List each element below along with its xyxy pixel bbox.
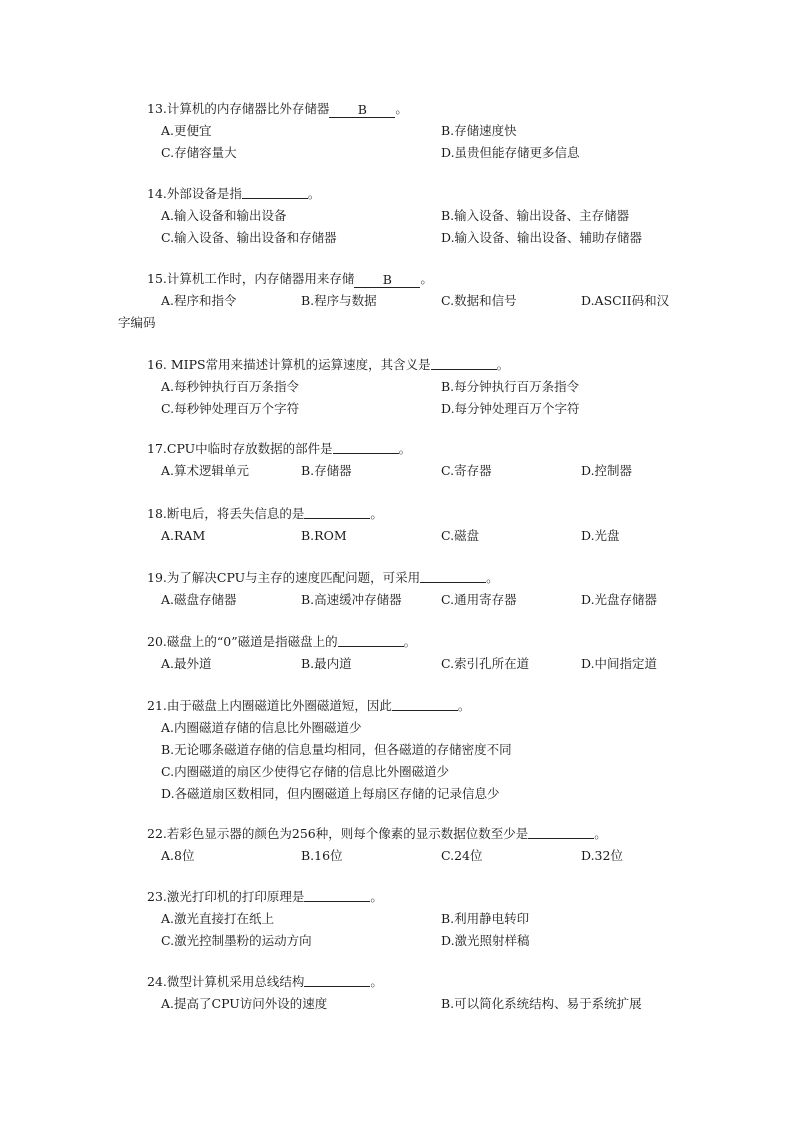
stem-end: 。 xyxy=(370,974,383,989)
option-a: A.输入设备和输出设备 xyxy=(161,208,287,223)
option-c: C.通用寄存器 xyxy=(441,592,517,607)
stem-text: 18.断电后，将丢失信息的是 xyxy=(147,506,305,521)
question-24 xyxy=(147,971,687,1015)
question-stem xyxy=(147,503,687,525)
stem-end: 。 xyxy=(403,634,417,649)
stem-text: 16. MIPS常用来描述计算机的运算速度，其含义是 xyxy=(147,357,431,372)
answer-blank xyxy=(304,972,370,987)
option-d-continuation: 字编码 xyxy=(118,315,156,330)
answer-blank xyxy=(528,824,594,839)
option-c: C.内圈磁道的扇区少使得它存储的信息比外圈磁道少 xyxy=(161,764,450,779)
option-d: D.中间指定道 xyxy=(581,656,658,671)
question-stem xyxy=(147,268,687,290)
question-13 xyxy=(147,98,687,164)
answer-blank xyxy=(242,184,308,199)
stem-text: 20.磁盘上的“0”磁道是指磁盘上的 xyxy=(147,634,338,649)
stem-text: 23.激光打印机的打印原理是 xyxy=(147,889,305,904)
option-a: A.程序和指令 xyxy=(161,293,237,308)
stem-end: 。 xyxy=(398,441,412,456)
option-b: B.输入设备、输出设备、主存储器 xyxy=(441,208,630,223)
option-d: D.激光照射样稿 xyxy=(441,933,530,948)
option-c: C.数据和信号 xyxy=(441,293,517,308)
answer-blank xyxy=(392,696,458,711)
option-c: C.激光控制墨粉的运动方向 xyxy=(161,933,312,948)
option-b: B.最内道 xyxy=(301,656,352,671)
answer-blank: B xyxy=(354,273,420,288)
question-stem xyxy=(147,567,687,589)
option-c: C.存储容量大 xyxy=(161,145,237,160)
stem-text: 21.由于磁盘上内圈磁道比外圈磁道短，因此 xyxy=(147,698,392,713)
option-b: B.ROM xyxy=(301,528,347,543)
question-19 xyxy=(147,567,687,611)
stem-end: 。 xyxy=(457,698,471,713)
question-stem xyxy=(147,354,687,376)
option-d: D.控制器 xyxy=(581,463,633,478)
question-stem xyxy=(147,695,687,717)
stem-end: 。 xyxy=(420,271,433,286)
option-b: B.利用静电转印 xyxy=(441,911,530,926)
stem-text: 22.若彩色显示器的颜色为256种，则每个像素的显示数据位数至少是 xyxy=(147,826,529,841)
question-16 xyxy=(147,354,687,420)
question-stem xyxy=(147,631,687,653)
stem-end: 。 xyxy=(395,101,408,116)
option-b: B.存储器 xyxy=(301,463,352,478)
question-stem xyxy=(147,886,687,908)
question-stem xyxy=(147,438,687,460)
answer-blank xyxy=(338,632,404,647)
option-b: B.每分钟执行百万条指令 xyxy=(441,379,580,394)
question-14 xyxy=(147,183,687,249)
answer-blank xyxy=(304,504,370,519)
option-c: C.寄存器 xyxy=(441,463,492,478)
answer-blank xyxy=(304,887,370,902)
option-a: A.更便宜 xyxy=(161,123,212,138)
stem-text: 17.CPU中临时存放数据的部件是 xyxy=(147,441,333,456)
option-d: D.虽贵但能存储更多信息 xyxy=(441,145,580,160)
option-c: C.索引孔所在道 xyxy=(441,656,530,671)
question-17 xyxy=(147,438,687,482)
option-a: A.提高了CPU访问外设的速度 xyxy=(161,996,328,1011)
option-a: A.最外道 xyxy=(161,656,212,671)
answer-blank xyxy=(431,355,497,370)
option-c: C.24位 xyxy=(441,848,483,863)
option-a: A.内圈磁道存储的信息比外圈磁道少 xyxy=(161,720,362,735)
option-d: D.输入设备、输出设备、辅助存储器 xyxy=(441,230,643,245)
stem-text: 13.计算机的内存储器比外存储器 xyxy=(147,101,330,116)
option-d: D.每分钟处理百万个字符 xyxy=(441,401,580,416)
option-d: D.ASCII码和汉 xyxy=(581,293,670,308)
answer-blank: B xyxy=(329,103,395,118)
stem-end: 。 xyxy=(370,506,383,521)
answer-blank xyxy=(420,568,486,583)
option-d: D.光盘 xyxy=(581,528,620,543)
question-20 xyxy=(147,631,687,675)
option-b: B.16位 xyxy=(301,848,343,863)
option-b: B.程序与数据 xyxy=(301,293,377,308)
option-b: B.高速缓冲存储器 xyxy=(301,592,402,607)
option-d: D.各磁道扇区数相同，但内圈磁道上每扇区存储的记录信息少 xyxy=(161,786,500,801)
option-a: A.每秒钟执行百万条指令 xyxy=(161,379,300,394)
stem-text: 14.外部设备是指 xyxy=(147,186,242,201)
option-c: C.输入设备、输出设备和存储器 xyxy=(161,230,337,245)
option-d: D.光盘存储器 xyxy=(581,592,658,607)
option-c: C.磁盘 xyxy=(441,528,480,543)
option-a: A.激光直接打在纸上 xyxy=(161,911,275,926)
stem-text: 15.计算机工作时，内存储器用来存储 xyxy=(147,271,355,286)
question-23 xyxy=(147,886,687,952)
stem-end: 。 xyxy=(496,357,510,372)
stem-end: 。 xyxy=(594,826,607,841)
option-c: C.每秒钟处理百万个字符 xyxy=(161,401,300,416)
option-b: B.存储速度快 xyxy=(441,123,517,138)
option-b: B.可以简化系统结构、易于系统扩展 xyxy=(441,996,642,1011)
stem-end: 。 xyxy=(307,186,321,201)
option-b: B.无论哪条磁道存储的信息量均相同，但各磁道的存储密度不同 xyxy=(161,742,512,757)
answer-blank xyxy=(333,439,399,454)
question-21 xyxy=(147,695,687,805)
stem-end: 。 xyxy=(370,889,383,904)
option-a: A.磁盘存储器 xyxy=(161,592,237,607)
option-d: D.32位 xyxy=(581,848,623,863)
question-stem xyxy=(147,823,687,845)
stem-end: 。 xyxy=(486,570,499,585)
question-15 xyxy=(147,268,687,312)
stem-text: 24.微型计算机采用总线结构 xyxy=(147,974,305,989)
stem-text: 19.为了解决CPU与主存的速度匹配问题，可采用 xyxy=(147,570,421,585)
question-18 xyxy=(147,503,687,547)
question-stem xyxy=(147,183,687,205)
question-stem xyxy=(147,98,687,120)
question-22 xyxy=(147,823,687,867)
question-stem xyxy=(147,971,687,993)
option-a: A.8位 xyxy=(161,848,195,863)
option-a: A.算术逻辑单元 xyxy=(161,463,250,478)
option-a: A.RAM xyxy=(161,528,206,543)
